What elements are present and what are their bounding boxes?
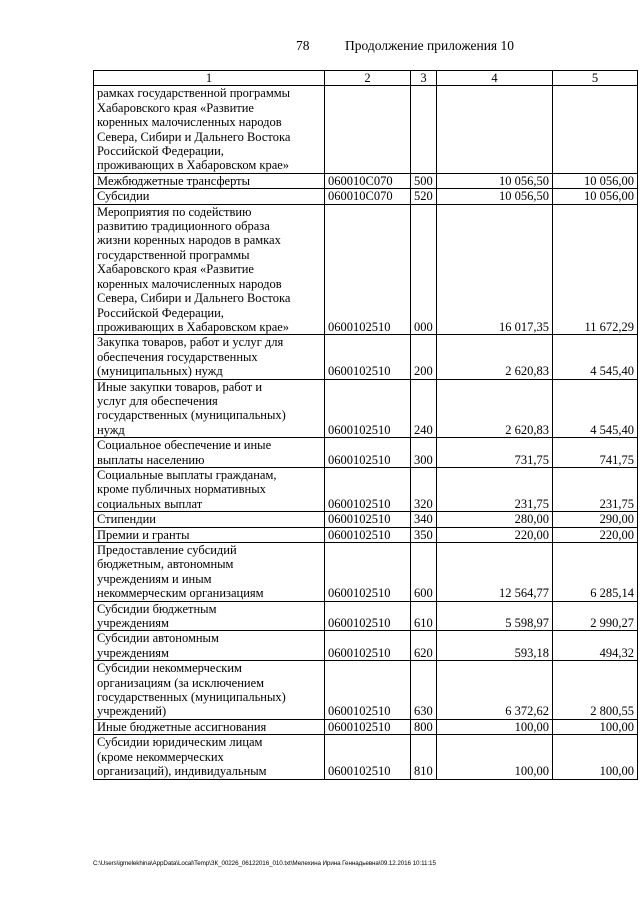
row-description [94, 335, 325, 379]
table-row [94, 661, 638, 720]
row-value-2: 4 545,40 [553, 335, 638, 379]
description-line: Закупка товаров, работ и услуг для [97, 335, 284, 350]
description-line: Субсидии юридическим лицам [97, 735, 263, 750]
description-line: Социальное обеспечение и иные [97, 438, 272, 453]
row-value-1: 220,00 [437, 527, 553, 542]
row-type: 630 [411, 661, 437, 720]
row-value-1: 280,00 [437, 512, 553, 527]
description-line: учреждениям [97, 616, 169, 631]
row-type: 610 [411, 601, 437, 631]
page-header [0, 38, 640, 56]
description-line: (кроме некоммерческих [97, 749, 224, 764]
description-line: Субсидии бюджетным [97, 601, 217, 616]
page-number: 78 [296, 38, 310, 53]
description-line: Севера, Сибири и Дальнего Востока [97, 291, 291, 306]
row-type: 350 [411, 527, 437, 542]
row-code: 0600102510 [325, 438, 411, 468]
description-line: организаций), индивидуальным [97, 764, 267, 779]
description-line: учреждений) [97, 704, 167, 719]
row-description [94, 661, 325, 720]
column-header: 1 [94, 71, 325, 86]
description-line: Субсидии автономным [97, 631, 219, 646]
row-type: 620 [411, 631, 437, 661]
row-code: 0600102510 [325, 735, 411, 779]
row-type: 240 [411, 379, 437, 438]
description-line: выплаты населению [97, 452, 205, 467]
row-value-1: 12 564,77 [437, 543, 553, 602]
description-line: бюджетным, автономным [97, 557, 234, 572]
row-description [94, 735, 325, 779]
row-code: 0600102510 [325, 631, 411, 661]
table-row [94, 173, 638, 188]
row-value-2: 741,75 [553, 438, 638, 468]
table-row [94, 512, 638, 527]
description-line: проживающих в Хабаровском крае» [97, 158, 290, 173]
description-line: Иные бюджетные ассигнования [97, 719, 267, 734]
description-line: Субсидии [97, 189, 150, 204]
row-value-1: 593,18 [437, 631, 553, 661]
row-value-2: 100,00 [553, 719, 638, 734]
table-row [94, 379, 638, 438]
row-type: 340 [411, 512, 437, 527]
row-type [411, 86, 437, 173]
description-line: (муниципальных) нужд [97, 364, 223, 379]
row-type: 520 [411, 189, 437, 204]
description-line: Социальные выплаты гражданам, [97, 467, 277, 482]
row-code: 0600102510 [325, 335, 411, 379]
row-value-1: 231,75 [437, 467, 553, 511]
description-line: Субсидии некоммерческим [97, 661, 242, 676]
row-description [94, 204, 325, 335]
description-line: Иные закупки товаров, работ и [97, 379, 263, 394]
row-description [94, 438, 325, 468]
table-row [94, 735, 638, 779]
row-value-2: 220,00 [553, 527, 638, 542]
row-value-1: 10 056,50 [437, 173, 553, 188]
continuation-title: Продолжение приложения 10 [345, 38, 515, 53]
description-line: государственных (муниципальных) [97, 408, 286, 423]
row-value-2: 2 990,27 [553, 601, 638, 631]
table-row [94, 601, 638, 631]
row-description [94, 719, 325, 734]
description-line: государственных (муниципальных) [97, 690, 286, 705]
table-row [94, 438, 638, 468]
row-description [94, 527, 325, 542]
description-line: нужд [97, 422, 125, 437]
row-value-2: 10 056,00 [553, 189, 638, 204]
row-value-2 [553, 86, 638, 173]
table-header-row [94, 71, 638, 86]
row-description [94, 379, 325, 438]
row-value-2: 2 800,55 [553, 661, 638, 720]
row-code: 060010С070 [325, 189, 411, 204]
row-code: 0600102510 [325, 512, 411, 527]
row-description [94, 512, 325, 527]
table-row [94, 543, 638, 602]
description-line: услуг для обеспечения [97, 393, 218, 408]
column-header: 2 [325, 71, 411, 86]
row-value-1: 731,75 [437, 438, 553, 468]
table-row [94, 631, 638, 661]
row-code [325, 86, 411, 173]
row-value-1: 2 620,83 [437, 379, 553, 438]
row-value-1: 6 372,62 [437, 661, 553, 720]
table-row [94, 527, 638, 542]
row-type: 000 [411, 204, 437, 335]
row-description [94, 86, 325, 173]
row-type: 800 [411, 719, 437, 734]
row-value-2: 290,00 [553, 512, 638, 527]
description-line: некоммерческим организациям [97, 586, 264, 601]
row-code: 0600102510 [325, 543, 411, 602]
description-line: Хабаровского края «Развитие [97, 262, 254, 277]
row-type: 500 [411, 173, 437, 188]
row-code: 0600102510 [325, 467, 411, 511]
description-line: коренных малочисленных народов [97, 115, 282, 130]
description-line: Хабаровского края «Развитие [97, 100, 254, 115]
description-line: Межбюджетные трансферты [97, 173, 251, 188]
row-value-2: 100,00 [553, 735, 638, 779]
row-value-2: 4 545,40 [553, 379, 638, 438]
row-description [94, 173, 325, 188]
description-line: Российской Федерации, [97, 305, 224, 320]
row-type: 200 [411, 335, 437, 379]
description-line: государственной программы [97, 247, 250, 262]
row-type: 320 [411, 467, 437, 511]
table-row [94, 719, 638, 734]
description-line: учреждениям и иным [97, 571, 212, 586]
description-line: жизни коренных народов в рамках [97, 233, 281, 248]
row-value-1: 10 056,50 [437, 189, 553, 204]
row-value-2: 6 285,14 [553, 543, 638, 602]
row-code: 0600102510 [325, 527, 411, 542]
description-line: Стипендии [97, 512, 156, 527]
table-row [94, 467, 638, 511]
description-line: коренных малочисленных народов [97, 276, 282, 291]
row-type: 810 [411, 735, 437, 779]
description-line: рамках государственной программы [97, 86, 291, 101]
row-value-2: 231,75 [553, 467, 638, 511]
row-value-1: 100,00 [437, 719, 553, 734]
row-value-1: 100,00 [437, 735, 553, 779]
row-code: 0600102510 [325, 719, 411, 734]
description-line: Мероприятия по содействию [97, 204, 252, 219]
column-header: 4 [437, 71, 553, 86]
row-description [94, 467, 325, 511]
table-row [94, 86, 638, 173]
table-row [94, 189, 638, 204]
budget-table-body [94, 71, 638, 780]
row-value-2: 11 672,29 [553, 204, 638, 335]
row-value-2: 10 056,00 [553, 173, 638, 188]
row-type: 600 [411, 543, 437, 602]
row-code: 0600102510 [325, 379, 411, 438]
row-description [94, 543, 325, 602]
description-line: Предоставление субсидий [97, 543, 237, 557]
row-value-1: 2 620,83 [437, 335, 553, 379]
column-header: 3 [411, 71, 437, 86]
row-value-2: 494,32 [553, 631, 638, 661]
row-value-1: 16 017,35 [437, 204, 553, 335]
file-path-footer: C:\Users\igmelekhina\AppData\Local\Temp\ЗК_00226_06122016_010.txt\Мелехина Ирина Геннадьевна\09.12.2016 10:11:15 [93, 860, 436, 867]
description-line: Российской Федерации, [97, 144, 224, 159]
row-value-1: 5 598,97 [437, 601, 553, 631]
row-description [94, 631, 325, 661]
row-description [94, 189, 325, 204]
description-line: учреждениям [97, 645, 169, 660]
description-line: проживающих в Хабаровском крае» [97, 319, 290, 334]
row-code: 060010С070 [325, 173, 411, 188]
table-row [94, 335, 638, 379]
description-line: развитию традиционного образа [97, 219, 270, 234]
description-line: Севера, Сибири и Дальнего Востока [97, 129, 291, 144]
description-line: обеспечения государственных [97, 349, 258, 364]
row-code: 0600102510 [325, 661, 411, 720]
budget-table [93, 70, 638, 780]
column-header: 5 [553, 71, 638, 86]
table-row [94, 204, 638, 335]
description-line: кроме публичных нормативных [97, 482, 266, 497]
row-code: 0600102510 [325, 601, 411, 631]
description-line: организациям (за исключением [97, 675, 265, 690]
description-line: социальных выплат [97, 496, 203, 511]
description-line: Премии и гранты [97, 527, 190, 542]
row-value-1 [437, 86, 553, 173]
row-type: 300 [411, 438, 437, 468]
row-description [94, 601, 325, 631]
row-code: 0600102510 [325, 204, 411, 335]
